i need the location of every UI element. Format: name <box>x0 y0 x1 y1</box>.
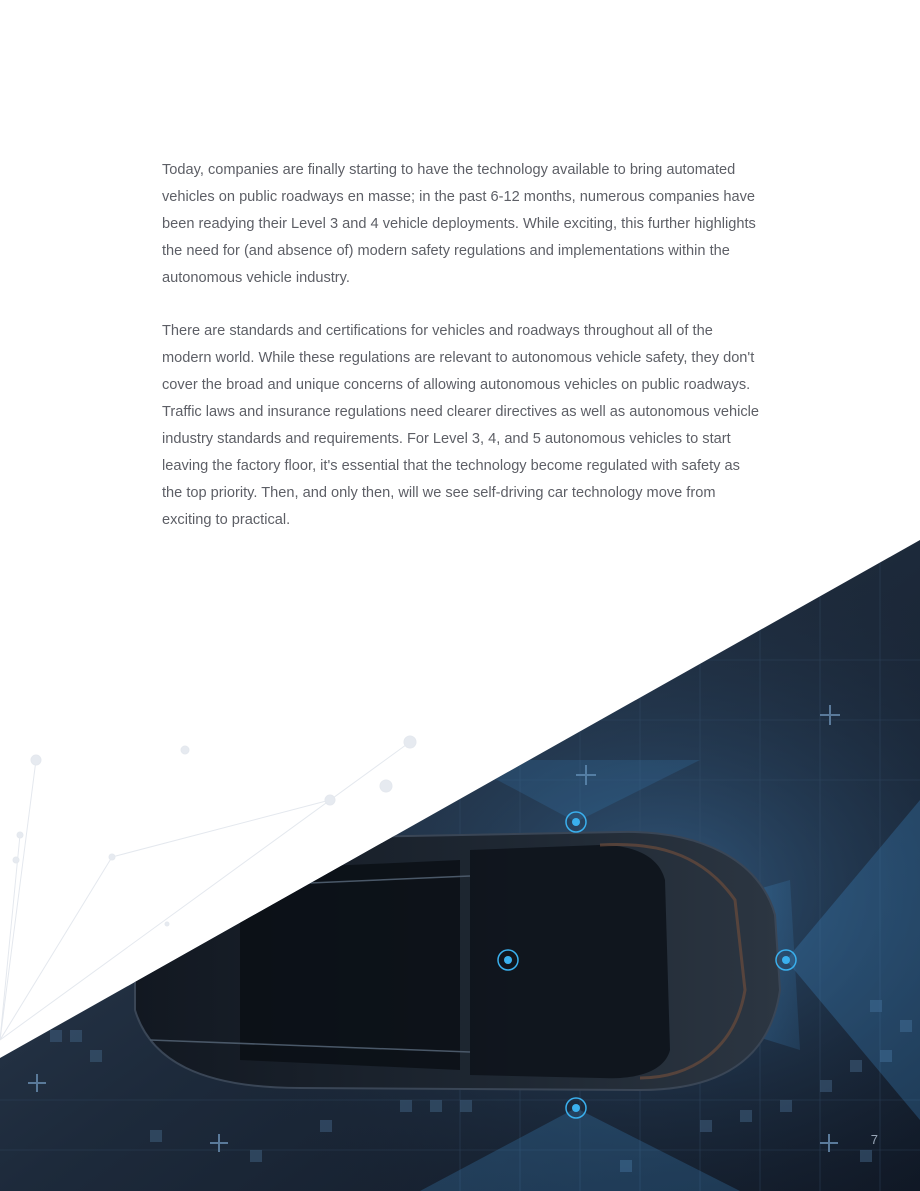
car-illustration <box>135 832 780 1090</box>
page-number: 7 <box>870 1132 878 1147</box>
paragraph-2: There are standards and certifications for vehicles and roadways throughout all of the modern world. While these regulations are relevant to autonomous vehicle safety, they don't cover the broad and unique concerns of allowing autonomous vehicles on public roadways. Traffic laws and insurance regulations need clearer directives as well as autonomous vehicle industry standards and requirements. For Level 3, 4, and 5 autonomous vehicles to start leaving the factory floor, it's essential that the technology become regulated with safety as the top priority. Then, and only then, will we see self-driving car technology move from exciting to practical. <box>162 323 760 528</box>
paragraph-1: Today, companies are finally starting to have the technology available to bring automated vehicles on public roadways en masse; in the past 6-12 months, numerous companies have been readying their Level 3 and 4 vehicle deployments. While exciting, this further highlights the need for (and absence of) modern safety regulations and implementations within the autonomous vehicle industry. <box>162 162 756 286</box>
dark-panel <box>0 520 920 1191</box>
